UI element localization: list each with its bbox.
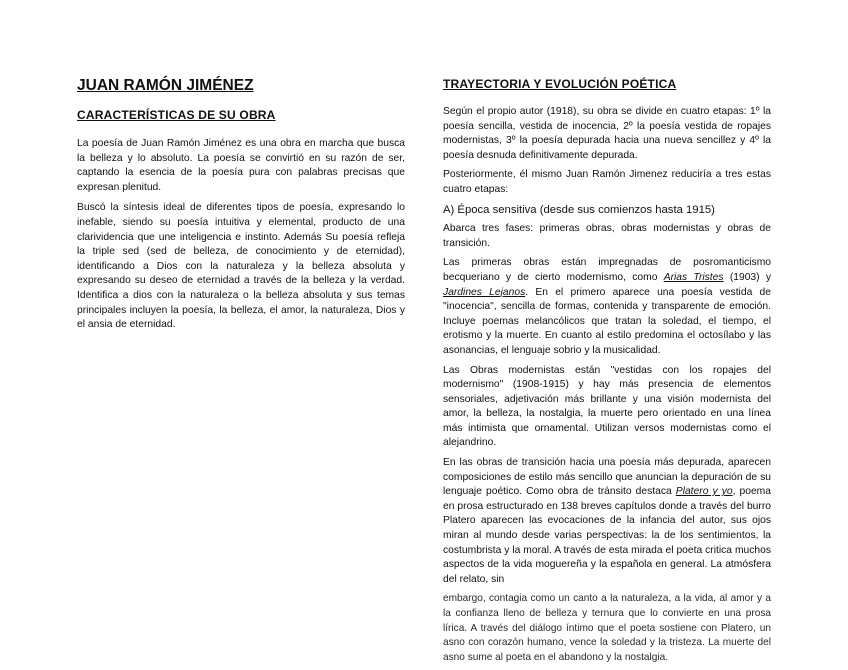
- text-span: (1903) y: [723, 271, 771, 283]
- paragraph: Según el propio autor (1918), su obra se divide en cuatro etapas: 1º la poesía sencilla, vestida de inocencia, 2º la poesía vestida de ropajes modernistas, 3º la poesía depurada hacia una nueva sencillez y 4º la poesía desnuda definitivamente depurada.: [443, 106, 771, 161]
- characteristics-body: [77, 137, 405, 339]
- text-span: En las obras de transición hacia una poesía más depurada, aparecen composiciones de estilo más sencillo que anuncian la depuración de su lenguaje poético. Como obra de tránsito destaca: [443, 457, 771, 498]
- paragraph: La poesía de Juan Ramón Jiménez es una obra en marcha que busca la belleza y lo absoluto. La poesía se convirtió en su razón de ser, captando la esencia de la poesía pura con palabras precisas que expresan plenitud.: [77, 138, 405, 193]
- text-span: Las primeras obras están impregnadas de posromanticismo becqueriano y de cierto modernismo, como: [443, 257, 771, 283]
- phase-heading: A) Época sensitiva (desde sus comienzos hasta 1915): [443, 203, 715, 216]
- text-span: , poema en prosa estructurado en 138 breves capítulos donde a través del burro Platero aparecen las evocaciones de la infancia del autor, sus ojos miran al mundo desde varias perspectivas: la de los sentimientos, la costumbrista y la moral. A través de esta mirada el poeta critica muchos aspectos de la vida moguereña y la española en general. La atmósfera del relato, sin: [443, 486, 771, 585]
- paragraph: Abarca tres fases: primeras obras, obras modernistas y obras de transición.: [443, 223, 771, 249]
- trajectory-body: [443, 105, 771, 670]
- section-heading-trajectory: TRAYECTORIA Y EVOLUCIÓN POÉTICA: [443, 77, 677, 91]
- section-heading-characteristics: CARACTERÍSTICAS DE SU OBRA: [77, 108, 276, 122]
- work-title-jardines-lejanos: Jardines Lejanos: [443, 286, 526, 298]
- paragraph: [443, 256, 771, 358]
- page-title: JUAN RAMÓN JIMÉNEZ: [77, 77, 254, 94]
- paragraph: Buscó la síntesis ideal de diferentes tipos de poesía, expresando lo inefable, siendo su poesía intuitiva y elemental, producto de una clarividencia que une inteligencia e instinto. Además Su poesía refleja la triple sed (sed de belleza, de conocimiento y de eternidad), identificando a Dios con la naturaleza y la belleza absoluta y expresando su deseo de eternidad a través de la belleza y la verdad. Identifica a dios con la naturaleza o la belleza absoluta y sus temas principales incluyen la poesía, la belleza, el amor, la naturaleza, Dios y el ansia de eternidad.: [77, 202, 405, 331]
- paragraph: [443, 456, 771, 587]
- work-title-platero-y-yo: Platero y yo: [675, 486, 733, 498]
- paragraph: Las Obras modernistas están "vestidas con los ropajes del modernismo" (1908-1915) y hay más presencia de elementos sensoriales, adjetivación más brillante y una visión modernista del amor, la belleza, la nostalgia, la muerte pero orientado en una línea más intimista que ornamental. Utilizan versos modernistas como el alejandrino.: [443, 364, 771, 449]
- work-title-arias-tristes: Arias Tristes: [663, 271, 724, 283]
- paragraph: Posteriormente, él mismo Juan Ramón Jimenez reduciría a tres estas cuatro etapas:: [443, 169, 771, 195]
- text-span: . En el primero aparece una poesía vestida de "inocencia", sencilla de formas, contenida y transparente de emoción. Incluye poemas melancólicos que tratan la soledad, el tiempo, el erotismo y la muerte. En cuanto al estilo predomina el octosílabo y las asonancias, el lenguaje sobrio y la musicalidad.: [443, 286, 771, 356]
- paragraph: embargo, contagia como un canto a la naturaleza, a la vida, al amor y a la confianza lleno de belleza y ternura que lo convierte en una prosa lírica. A través del diálogo íntimo que el poeta sostiene con Platero, un asno con corazón humano, vence la soledad y la tristeza. La muerte del asno sume al poeta en el abandono y la nostalgia.: [443, 593, 771, 663]
